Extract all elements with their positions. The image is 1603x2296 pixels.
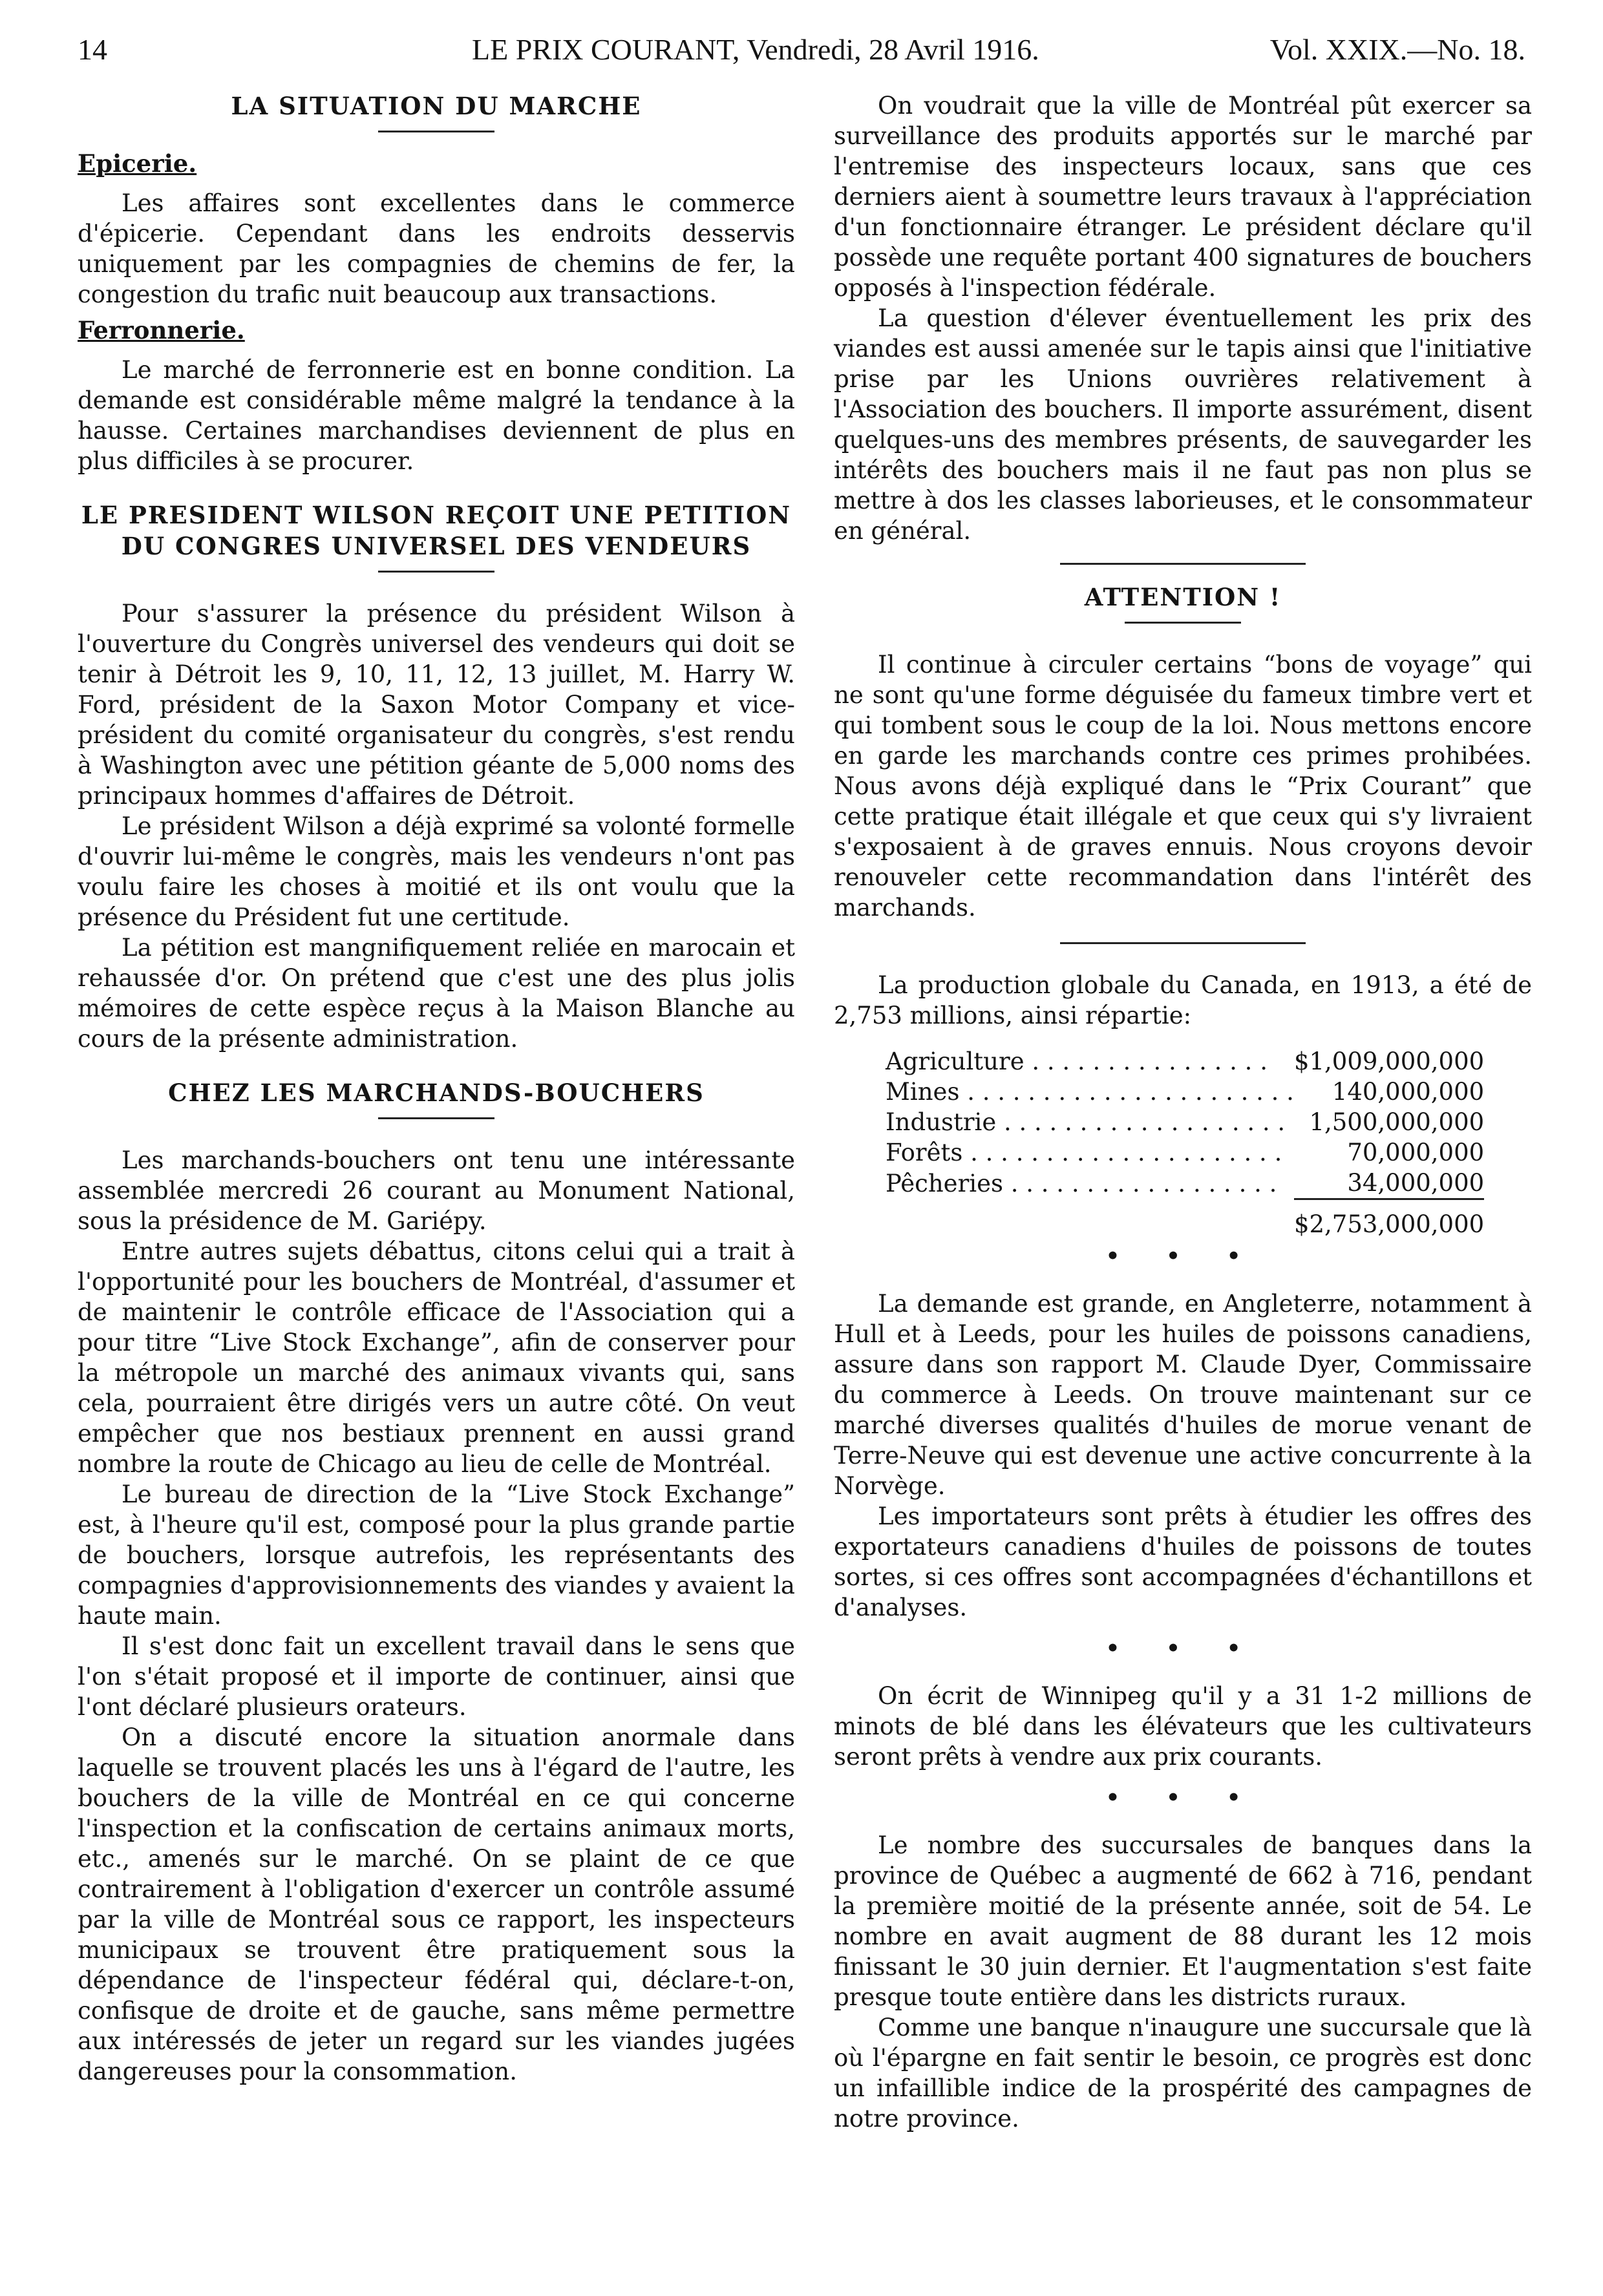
paragraph: On voudrait que la ville de Montréal pût exercer sa surveillance des produits apportés sur le marché par l'entremise des inspecteurs locaux, sans que ces derniers aient à soumettre leurs travaux à l'appréciation d'un fonctionnaire étranger. Le président déclare qu'il possède une requête portant 400 signatures de bouchers opposés à l'inspection fédérale. <box>834 92 1532 302</box>
paragraph: Les affaires sont excellentes dans le commerce d'épicerie. Cependant dans les endroits desservis uniquement par les compagnies de chemins de fer, la congestion du trafic nuit beaucoup aux transactions. <box>78 189 795 308</box>
subhead-epicerie: Epicerie. <box>78 149 197 178</box>
article-huiles-leeds <box>834 1289 1532 1623</box>
production-label: Industrie . . . . . . . . . . . . . . . . . . . <box>886 1108 1286 1136</box>
production-row <box>886 1137 1484 1168</box>
section-rule <box>1060 563 1306 565</box>
article-title: ATTENTION ! <box>1084 583 1282 611</box>
title-rule <box>378 1117 494 1119</box>
title-rule <box>1125 622 1241 624</box>
article-title-line: DU CONGRES UNIVERSEL DES VENDEURS <box>121 532 752 560</box>
page-number: 14 <box>78 33 107 66</box>
production-label: Agriculture . . . . . . . . . . . . . . . . <box>886 1048 1268 1075</box>
subhead-ferronnerie: Ferronnerie. <box>78 316 245 344</box>
paragraph: Les marchands-bouchers ont tenu une intéressante assemblée mercredi 26 courant au Monument National, sous la présidence de M. Gariépy. <box>78 1146 795 1235</box>
production-label: Mines . . . . . . . . . . . . . . . . . . . . . . <box>886 1078 1294 1106</box>
section-rule <box>1060 942 1306 944</box>
production-value: 34,000,000 <box>1347 1169 1485 1197</box>
paragraph: La demande est grande, en Angleterre, notamment à Hull et à Leeds, pour les huiles de poissons canadiens, assure dans son rapport M. Claude Dyer, Commissaire du commerce à Leeds. On trouve maintenant sur ce marché diverses qualités d'huiles de morue venant de Terre-Neuve qui est devenue une active concurrente à la Norvège. <box>834 1290 1532 1500</box>
paragraph: Pour s'assurer la présence du président Wilson à l'ouverture du Congrès universel des vendeurs qui doit se tenir à Détroit les 9, 10, 11, 12, 13 juillet, M. Harry W. Ford, président de la Saxon Motor Company et vice-président du comité organisateur du congrès, s'est rendu à Washington avec une pétition géante de 5,000 noms des principaux hommes d'affaires de Détroit. <box>78 600 795 810</box>
paragraph: Les importateurs sont prêts à étudier les offres des exportateurs canadiens d'huiles de poissons de toutes sortes, si ces offres sont accompagnées d'échantillons et d'analyses. <box>834 1502 1532 1621</box>
production-table <box>886 1046 1484 1239</box>
article-succursales-banques <box>834 1830 1532 2134</box>
production-row <box>886 1107 1484 1137</box>
article-winnipeg <box>834 1681 1532 1772</box>
production-total: $2,753,000,000 <box>1294 1199 1484 1240</box>
paragraph: La question d'élever éventuellement les prix des viandes est aussi amenée sur le tapis ainsi que l'initiative prise par les Unions ouvrières relativement à l'Association des bouchers. Il importe assurément, disent quelques-uns des membres présents, de sauvegarder les intérêts des bouchers mais il ne faut pas non plus se mettre à dos les classes laborieuses, et le consommateur en général. <box>834 304 1532 545</box>
article-marchands-bouchers <box>78 1077 795 2087</box>
article-production-canada <box>834 970 1532 1239</box>
paragraph: Le marché de ferronnerie est en bonne condition. La demande est considérable même malgré la tendance à la hausse. Certaines marchandises deviennent de plus en plus difficiles à se procurer. <box>78 356 795 475</box>
article-title-line: LE PRESIDENT WILSON REÇOIT UNE PETITION <box>81 501 792 529</box>
article-title: LA SITUATION DU MARCHE <box>231 92 642 120</box>
paragraph: Il continue à circuler certains “bons de voyage” qui ne sont qu'une forme déguisée du fameux timbre vert et qui tombent sous le coup de la loi. Nous mettons encore en garde les marchands contre ces primes prohibées. Nous avons déjà expliqué dans le “Prix Courant” que cette pratique était illégale et que ceux qui s'y livraient s'exposaient à de graves ennuis. Nous croyons devoir renouveler cette recommandation dans l'intérêt des marchands. <box>834 651 1532 922</box>
right-column <box>834 90 1532 2134</box>
separator-stars: • • • <box>1105 1243 1260 1269</box>
paragraph: Le président Wilson a déjà exprimé sa volonté formelle d'ouvrir lui-même le congrès, mais les vendeurs n'ont pas voulu faire les choses à moitié et ils ont voulu que la présence du Président fut une certitude. <box>78 812 795 931</box>
paragraph: La production globale du Canada, en 1913, a été de 2,753 millions, ainsi répartie: <box>834 971 1532 1029</box>
publication-title: LE PRIX COURANT, Vendredi, 28 Avril 1916. <box>472 33 1039 66</box>
paragraph: Entre autres sujets débattus, citons celui qui a trait à l'opportunité pour les bouchers de Montréal, d'assumer et de maintenir le contrôle efficace de l'Association qui a pour titre “Live Stock Exchange”, afin de conserver pour la métropole un marché des animaux vivants qui, sans cela, pourraient être dirigés vers un autre côté. On veut empêcher que nos bestiaux prennent en aussi grand nombre la route de Chicago au lieu de celle de Montréal. <box>78 1238 795 1478</box>
production-total-row <box>886 1199 1484 1240</box>
production-label: Pêcheries . . . . . . . . . . . . . . . . . . <box>886 1169 1277 1197</box>
article-situation-marche <box>78 90 795 476</box>
paragraph: On écrit de Winnipeg qu'il y a 31 1-2 millions de minots de blé dans les élévateurs que les cultivateurs seront prêts à vendre aux prix courants. <box>834 1682 1532 1771</box>
separator-stars: • • • <box>1105 1636 1260 1661</box>
title-rule <box>378 131 494 132</box>
paragraph: On a discuté encore la situation anormale dans laquelle se trouvent placés les uns à l'égard de l'autre, les bouchers de la ville de Montréal en ce qui concerne l'inspection et la confiscation de certains animaux morts, etc., amenés sur le marché. On se plaint de ce que contrairement à l'obligation d'exercer un contrôle assumé par la ville de Montréal sous ce rapport, les inspecteurs municipaux se trouvent être pratiquement sous la dépendance de l'inspecteur fédéral qui, déclare-t-on, confisque de droite et de gauche, sans même permettre aux intéressés de jeter un regard sur les viandes jugées dangereuses pour la consommation. <box>78 1723 795 2085</box>
production-row <box>886 1046 1484 1077</box>
production-value: 1,500,000,000 <box>1309 1108 1485 1136</box>
paragraph: Comme une banque n'inaugure une succursale que là où l'épargne en fait sentir le besoin, ce progrès est donc un infaillible indice de la prospérité des campagnes de notre province. <box>834 2014 1532 2133</box>
left-column <box>78 90 795 2087</box>
article-title: CHEZ LES MARCHANDS-BOUCHERS <box>168 1079 705 1107</box>
paragraph: Le nombre des succursales de banques dans la province de Québec a augmenté de 662 à 716, pendant la première moitié de la présente année, soit de 54. Le nombre en avait augment de 88 durant les 12 mois finissant le 30 juin dernier. Et l'augmentation s'est faite presque toute entière dans les districts ruraux. <box>834 1831 1532 2011</box>
production-label: Forêts . . . . . . . . . . . . . . . . . . . . . <box>886 1139 1282 1166</box>
title-rule <box>378 571 494 573</box>
production-value: 140,000,000 <box>1332 1078 1485 1106</box>
paragraph: Le bureau de direction de la “Live Stock Exchange” est, à l'heure qu'il est, composé pour la plus grande partie de bouchers, lorsque autrefois, les représentants des compagnies d'approvisionnements des viandes y avaient la haute main. <box>78 1480 795 1630</box>
article-title <box>78 500 795 562</box>
article-wilson-petition <box>78 500 795 1054</box>
article-attention <box>834 582 1532 923</box>
article-bouchers-continued <box>834 90 1532 546</box>
production-value: 70,000,000 <box>1347 1139 1485 1166</box>
production-value: $1,009,000,000 <box>1293 1048 1485 1075</box>
separator-stars: • • • <box>1105 1785 1260 1811</box>
paragraph: La pétition est mangnifiquement reliée en marocain et rehaussée d'or. On prétend que c'est une des plus jolis mémoires de cette espèce reçus à la Maison Blanche au cours de la présente administration. <box>78 934 795 1053</box>
production-row <box>886 1168 1484 1199</box>
page-header <box>78 32 1525 84</box>
volume-number: Vol. XXIX.—No. 18. <box>1269 33 1525 66</box>
production-row <box>886 1077 1484 1107</box>
paragraph: Il s'est donc fait un excellent travail dans le sens que l'on s'était proposé et il importe de continuer, ainsi que l'ont déclaré plusieurs orateurs. <box>78 1632 795 1721</box>
